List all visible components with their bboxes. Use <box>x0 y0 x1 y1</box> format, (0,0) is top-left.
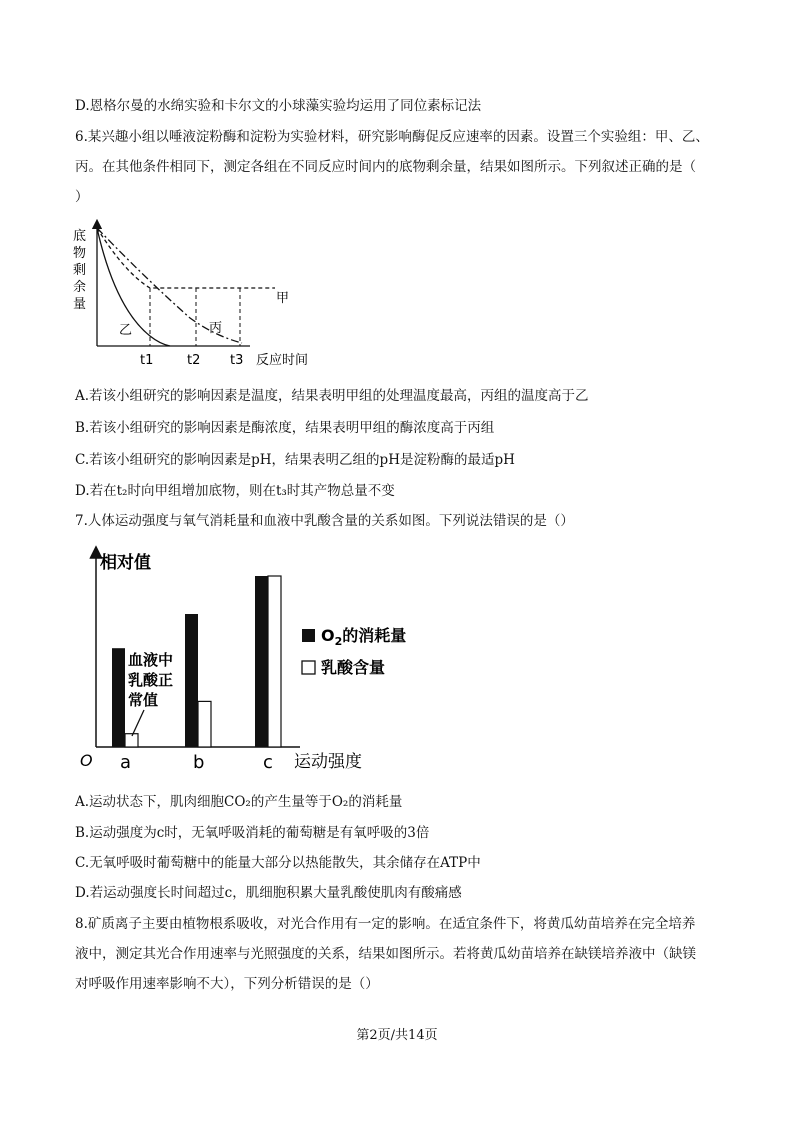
figure-exercise-bar-chart <box>72 540 432 780</box>
bar-lactic-c <box>268 576 281 747</box>
fig1-y-label-char: 物 <box>73 246 87 261</box>
fig2-annotation-pointer <box>132 710 144 736</box>
q7-option-c: C.无氧呼吸时葡萄糖中的能量大部分以热能散失，其余储存在ATP中 <box>75 855 481 871</box>
fig1-y-label-char: 余 <box>73 280 87 295</box>
fig1-curve-jia <box>97 228 275 288</box>
fig1-y-label-char: 底 <box>73 229 87 244</box>
question-8-line-3: 对呼吸作用速率影响不大），下列分析错误的是（） <box>75 976 379 992</box>
legend-label-lactic: 乳酸含量 <box>321 658 386 677</box>
question-8-line-2: 液中，测定其光合作用速率与光照强度的关系，结果如图所示。若将黄瓜幼苗培养在缺镁培养液中（缺镁 <box>75 946 696 962</box>
fig1-curve-yi <box>97 228 170 346</box>
q7-option-d: D.若运动强度长时间超过c，肌细胞积累大量乳酸使肌肉有酸痛感 <box>75 885 462 901</box>
fig2-annotation-line: 乳酸正 <box>128 671 174 689</box>
fig1-label-jia: 甲 <box>276 291 290 306</box>
fig1-label-bing: 丙 <box>209 321 223 336</box>
q6-option-b: B.若该小组研究的影响因素是酶浓度，结果表明甲组的酶浓度高于丙组 <box>75 420 495 436</box>
figure-substrate-remaining <box>70 218 340 370</box>
q7-option-a: A.运动状态下，肌肉细胞CO₂的产生量等于O₂的消耗量 <box>75 794 403 810</box>
fig1-tick-t3: t3 <box>230 353 244 368</box>
bar-o2-a <box>112 648 125 747</box>
question-6-line-2: 丙。在其他条件相同下，测定各组在不同反应时间内的底物剩余量，结果如图所示。下列叙述正确的是（ <box>75 159 696 175</box>
legend-swatch-o2 <box>302 629 315 642</box>
category-label-b: b <box>193 752 205 773</box>
legend-swatch-lactic <box>302 661 315 674</box>
question-6-line-3: ） <box>75 189 89 205</box>
q6-option-d: D.若在t₂时向甲组增加底物，则在t₃时其产物总量不变 <box>75 483 395 499</box>
fig1-tick-t1: t1 <box>140 353 154 368</box>
question-7: 7.人体运动强度与氧气消耗量和血液中乳酸含量的关系如图。下列说法错误的是（） <box>75 513 574 529</box>
fig2-y-axis-label: 相对值 <box>100 553 151 573</box>
fig2-origin-label: O <box>80 751 93 770</box>
fig1-label-yi: 乙 <box>119 323 133 338</box>
q6-option-c: C.若该小组研究的影响因素是pH，结果表明乙组的pH是淀粉酶的最适pH <box>75 452 515 468</box>
bar-lactic-b <box>198 701 211 747</box>
category-label-a: a <box>120 752 132 773</box>
fig2-x-axis-label: 运动强度 <box>294 752 362 772</box>
bar-o2-b <box>185 614 198 747</box>
question-8-line-1: 8.矿质离子主要由植物根系吸收，对光合作用有一定的影响。在适宜条件下，将黄瓜幼苗培养在完全培养 <box>75 916 696 932</box>
question-6-line-1: 6.某兴趣小组以唾液淀粉酶和淀粉为实验材料，研究影响酶促反应速率的因素。设置三个实验组：甲、乙、 <box>75 129 709 145</box>
fig1-y-label-char: 量 <box>73 297 87 312</box>
fig1-x-axis-label: 反应时间 <box>256 353 309 368</box>
category-label-c: c <box>263 752 273 773</box>
page-footer: 第2页/共14页 <box>356 1028 438 1043</box>
bar-o2-c <box>255 576 268 747</box>
fig1-y-label-char: 剩 <box>73 263 87 278</box>
fig1-y-axis-label <box>73 228 86 312</box>
fig1-tick-t2: t2 <box>187 353 201 368</box>
fig2-annotation-line: 血液中 <box>128 651 174 669</box>
legend-label-o2: $O_2$的消耗量 <box>321 626 407 648</box>
q6-option-a: A.若该小组研究的影响因素是温度，结果表明甲组的处理温度最高，丙组的温度高于乙 <box>75 388 589 404</box>
fig2-annotation-line: 常值 <box>128 691 159 709</box>
q7-option-b: B.运动强度为c时，无氧呼吸消耗的葡萄糖是有氧呼吸的3倍 <box>75 825 430 841</box>
option-5d: D.恩格尔曼的水绵实验和卡尔文的小球藻实验均运用了同位素标记法 <box>75 98 482 114</box>
